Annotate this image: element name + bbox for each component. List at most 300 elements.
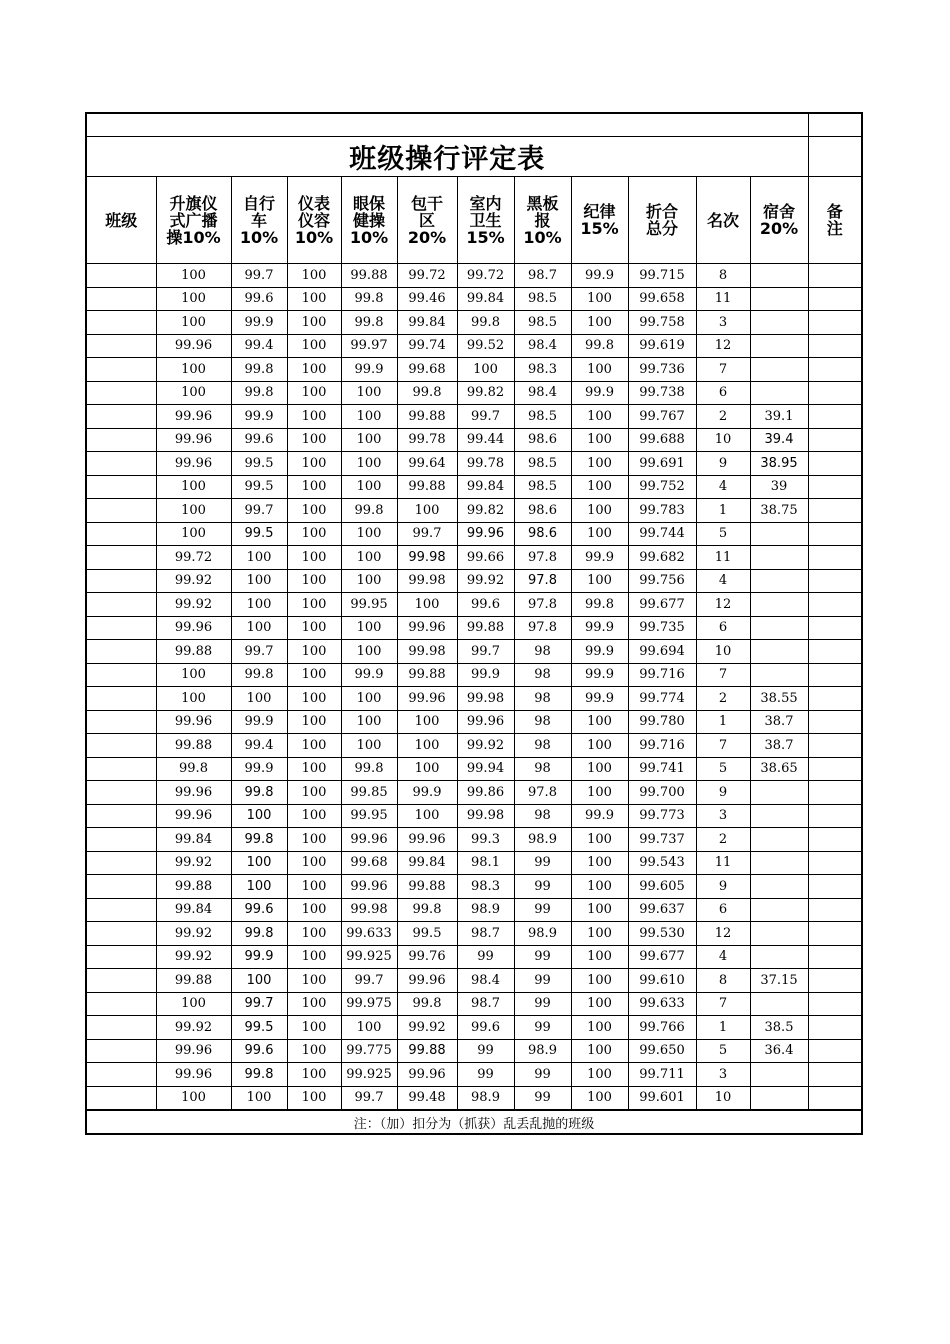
table-cell: 98 (514, 710, 571, 734)
table-cell (86, 992, 156, 1016)
table-cell (750, 663, 808, 687)
table-cell: 100 (397, 757, 457, 781)
table-cell: 99.88 (397, 875, 457, 899)
column-header-line: 10% (294, 227, 334, 247)
table-cell: 98.5 (514, 452, 571, 476)
table-row (86, 687, 862, 711)
table-cell (808, 663, 862, 687)
table-cell: 100 (571, 734, 628, 758)
table-cell: 11 (696, 851, 750, 875)
table-cell: 99.633 (628, 992, 696, 1016)
column-header-line: 操10% (166, 227, 221, 247)
table-cell (86, 1086, 156, 1110)
table-cell: 99.758 (628, 311, 696, 335)
table-cell: 99.88 (457, 616, 514, 640)
column-header-row (86, 177, 862, 264)
table-cell: 99.72 (397, 264, 457, 288)
table-cell: 9 (696, 875, 750, 899)
table-cell: 99.4 (231, 734, 287, 758)
table-cell (86, 640, 156, 664)
table-cell: 99.8 (341, 287, 397, 311)
table-cell: 99.9 (341, 663, 397, 687)
table-cell: 100 (231, 804, 287, 828)
column-header-line: 报 (534, 210, 551, 230)
table-cell: 100 (341, 734, 397, 758)
table-cell: 100 (287, 969, 341, 993)
table-cell (86, 593, 156, 617)
table-cell: 99.925 (341, 945, 397, 969)
table-cell: 99.6 (231, 898, 287, 922)
table-cell: 5 (696, 1039, 750, 1063)
table-row (86, 969, 862, 993)
table-cell: 100 (231, 875, 287, 899)
table-cell: 100 (571, 828, 628, 852)
table-cell (86, 311, 156, 335)
table-cell: 98 (514, 734, 571, 758)
table-cell (750, 264, 808, 288)
table-row (86, 522, 862, 546)
table-cell (750, 522, 808, 546)
table-cell: 99 (514, 851, 571, 875)
table-cell: 99.8 (457, 311, 514, 335)
table-cell: 100 (287, 640, 341, 664)
table-cell: 100 (231, 616, 287, 640)
conduct-evaluation-table (85, 112, 863, 1135)
table-cell: 100 (287, 264, 341, 288)
table-row (86, 475, 862, 499)
table-cell: 99.96 (156, 616, 231, 640)
table-cell: 4 (696, 475, 750, 499)
table-cell: 99.9 (231, 945, 287, 969)
table-cell: 100 (231, 546, 287, 570)
table-cell: 99.98 (341, 898, 397, 922)
table-cell: 98.4 (514, 334, 571, 358)
table-cell: 99.96 (341, 828, 397, 852)
table-cell (86, 922, 156, 946)
table-cell: 100 (231, 969, 287, 993)
table-cell: 99 (514, 945, 571, 969)
table-cell: 99.694 (628, 640, 696, 664)
column-header-line: 区 (418, 210, 435, 230)
table-cell: 99.7 (231, 264, 287, 288)
table-cell: 99.82 (457, 499, 514, 523)
table-cell: 99.76 (397, 945, 457, 969)
table-cell: 99.96 (156, 428, 231, 452)
table-cell: 99.98 (397, 569, 457, 593)
table-note: 注：（加）扣分为（抓获）乱丢乱抛的班级 (86, 1110, 862, 1134)
table-title: 班级操行评定表 (86, 137, 808, 177)
table-row (86, 405, 862, 429)
table-cell: 100 (571, 287, 628, 311)
table-cell: 100 (287, 945, 341, 969)
table-cell: 99.78 (397, 428, 457, 452)
table-row (86, 1086, 862, 1110)
table-cell: 100 (287, 428, 341, 452)
table-row (86, 875, 862, 899)
table-cell (86, 522, 156, 546)
table-cell (808, 1039, 862, 1063)
table-cell: 100 (571, 922, 628, 946)
table-cell: 100 (287, 475, 341, 499)
column-header-line: 宿舍 (762, 202, 795, 221)
table-cell: 1 (696, 710, 750, 734)
table-cell (808, 264, 862, 288)
table-cell: 100 (571, 992, 628, 1016)
table-cell (808, 969, 862, 993)
table-cell: 99.780 (628, 710, 696, 734)
table-cell: 100 (571, 1063, 628, 1087)
table-row (86, 381, 862, 405)
table-cell: 99.9 (571, 804, 628, 828)
table-cell: 99.96 (397, 687, 457, 711)
table-cell (808, 287, 862, 311)
table-cell: 99 (514, 898, 571, 922)
column-header-line: 升旗仪 (169, 193, 218, 213)
table-cell: 100 (571, 757, 628, 781)
table-cell: 99.783 (628, 499, 696, 523)
table-cell: 98.5 (514, 475, 571, 499)
table-cell (808, 1086, 862, 1110)
table-cell: 98.7 (514, 264, 571, 288)
table-cell: 38.5 (750, 1016, 808, 1040)
table-cell: 100 (287, 499, 341, 523)
table-cell: 10 (696, 640, 750, 664)
table-cell: 100 (287, 1086, 341, 1110)
table-cell (808, 522, 862, 546)
table-cell: 97.8 (514, 616, 571, 640)
table-cell (750, 1086, 808, 1110)
title-row (86, 137, 862, 177)
table-cell: 99.96 (397, 828, 457, 852)
table-cell: 98.9 (457, 898, 514, 922)
table-cell (86, 898, 156, 922)
table-cell: 100 (341, 616, 397, 640)
table-cell (750, 546, 808, 570)
table-cell: 100 (571, 1086, 628, 1110)
table-cell: 38.7 (750, 710, 808, 734)
table-cell (750, 992, 808, 1016)
table-cell: 2 (696, 687, 750, 711)
table-cell: 99.700 (628, 781, 696, 805)
table-cell (86, 381, 156, 405)
table-cell (86, 546, 156, 570)
table-cell: 99 (514, 875, 571, 899)
table-cell: 100 (287, 828, 341, 852)
table-cell (86, 687, 156, 711)
table-cell (86, 734, 156, 758)
table-cell (808, 710, 862, 734)
table-cell (750, 781, 808, 805)
table-cell: 99.7 (231, 640, 287, 664)
table-cell (808, 992, 862, 1016)
table-cell (808, 922, 862, 946)
table-cell: 100 (571, 710, 628, 734)
table-cell: 99.86 (457, 781, 514, 805)
table-cell: 99.68 (341, 851, 397, 875)
table-cell: 99.84 (457, 475, 514, 499)
blank-cell (86, 113, 808, 137)
column-header (571, 177, 628, 264)
table-cell: 100 (341, 381, 397, 405)
table-cell: 99.7 (457, 405, 514, 429)
column-header-line: 纪律 (583, 202, 616, 221)
table-cell: 100 (287, 569, 341, 593)
table-cell (808, 828, 862, 852)
table-row (86, 311, 862, 335)
table-cell: 38.65 (750, 757, 808, 781)
table-cell: 100 (571, 969, 628, 993)
table-cell: 11 (696, 546, 750, 570)
table-cell: 7 (696, 358, 750, 382)
column-header (696, 177, 750, 264)
table-cell: 99.756 (628, 569, 696, 593)
table-cell: 100 (397, 710, 457, 734)
table-cell: 100 (571, 475, 628, 499)
table-row (86, 781, 862, 805)
table-cell: 38.75 (750, 499, 808, 523)
table-cell: 99.691 (628, 452, 696, 476)
table-cell: 100 (287, 710, 341, 734)
table-cell: 99.7 (341, 1086, 397, 1110)
column-header (457, 177, 514, 264)
table-cell: 98.7 (457, 922, 514, 946)
table-cell: 99.96 (457, 522, 514, 546)
table-cell: 100 (341, 640, 397, 664)
table-cell (808, 358, 862, 382)
table-cell (86, 851, 156, 875)
table-cell: 100 (287, 1039, 341, 1063)
table-cell: 99.68 (397, 358, 457, 382)
table-cell: 100 (287, 546, 341, 570)
table-cell: 98.5 (514, 287, 571, 311)
table-cell: 99.9 (571, 663, 628, 687)
table-cell: 99.96 (457, 710, 514, 734)
table-cell (86, 828, 156, 852)
table-cell: 99.6 (231, 287, 287, 311)
table-cell: 99.74 (397, 334, 457, 358)
table-cell: 100 (287, 687, 341, 711)
table-cell: 99.650 (628, 1039, 696, 1063)
table-cell: 99.8 (341, 757, 397, 781)
table-row (86, 734, 862, 758)
table-cell: 99.92 (156, 593, 231, 617)
table-cell: 99.98 (397, 640, 457, 664)
table-cell (750, 922, 808, 946)
table-cell: 100 (571, 851, 628, 875)
table-cell (808, 757, 862, 781)
table-cell: 99.9 (231, 710, 287, 734)
table-cell: 98 (514, 757, 571, 781)
table-cell: 99.774 (628, 687, 696, 711)
table-cell: 100 (341, 1016, 397, 1040)
column-header (808, 177, 862, 264)
column-header (628, 177, 696, 264)
table-cell (86, 616, 156, 640)
table-cell: 99 (514, 969, 571, 993)
table-cell (86, 663, 156, 687)
column-header-line: 名次 (706, 210, 739, 230)
table-cell: 98.9 (514, 1039, 571, 1063)
table-cell: 36.4 (750, 1039, 808, 1063)
table-cell: 4 (696, 569, 750, 593)
table-cell: 99.5 (231, 475, 287, 499)
table-cell (750, 334, 808, 358)
table-row (86, 616, 862, 640)
table-cell: 99.9 (571, 640, 628, 664)
table-cell: 99.925 (341, 1063, 397, 1087)
table-cell: 100 (571, 499, 628, 523)
column-header-line: 卫生 (469, 210, 502, 230)
table-cell: 3 (696, 311, 750, 335)
table-cell: 99.7 (397, 522, 457, 546)
table-cell: 98.4 (514, 381, 571, 405)
table-cell: 99.88 (397, 405, 457, 429)
table-cell: 99.44 (457, 428, 514, 452)
table-cell (808, 687, 862, 711)
column-header-line: 注 (826, 219, 843, 238)
table-cell: 10 (696, 1086, 750, 1110)
table-cell: 99.8 (231, 358, 287, 382)
column-header-line: 班级 (105, 210, 138, 230)
table-cell (808, 381, 862, 405)
table-cell (750, 311, 808, 335)
table-cell: 98.1 (457, 851, 514, 875)
table-cell: 100 (571, 405, 628, 429)
table-cell: 100 (287, 781, 341, 805)
table-cell: 99.766 (628, 1016, 696, 1040)
table-cell: 99.96 (156, 710, 231, 734)
column-header (341, 177, 397, 264)
table-cell: 7 (696, 992, 750, 1016)
table-cell: 99 (514, 1086, 571, 1110)
table-cell: 99.95 (341, 593, 397, 617)
table-cell: 99.84 (457, 287, 514, 311)
table-cell: 99.677 (628, 593, 696, 617)
table-cell: 99.96 (156, 781, 231, 805)
column-header-line: 式广播 (169, 210, 218, 230)
table-row (86, 640, 862, 664)
column-header-line: 健操 (352, 210, 385, 230)
table-cell: 100 (156, 264, 231, 288)
table-cell: 100 (287, 875, 341, 899)
table-cell: 99.688 (628, 428, 696, 452)
table-cell: 100 (287, 922, 341, 946)
table-cell: 100 (341, 452, 397, 476)
table-cell (808, 334, 862, 358)
blank-cell (808, 113, 862, 137)
table-cell: 99.4 (231, 334, 287, 358)
table-cell: 99 (457, 1063, 514, 1087)
table-cell (86, 358, 156, 382)
table-row (86, 287, 862, 311)
table-cell: 99.98 (457, 687, 514, 711)
table-cell: 99 (514, 1016, 571, 1040)
table-cell: 98 (514, 640, 571, 664)
table-cell: 12 (696, 593, 750, 617)
table-cell: 100 (156, 499, 231, 523)
table-cell: 5 (696, 757, 750, 781)
table-cell: 99.52 (457, 334, 514, 358)
column-header (750, 177, 808, 264)
table-cell: 99.8 (231, 381, 287, 405)
table-cell: 98.6 (514, 428, 571, 452)
table-cell: 99.735 (628, 616, 696, 640)
table-cell: 99.94 (457, 757, 514, 781)
table-cell: 100 (287, 992, 341, 1016)
table-row (86, 1063, 862, 1087)
table-cell: 99.711 (628, 1063, 696, 1087)
table-cell: 99.88 (397, 1039, 457, 1063)
table-cell: 99.72 (457, 264, 514, 288)
table-cell: 99.8 (397, 898, 457, 922)
table-cell: 1 (696, 1016, 750, 1040)
table-cell (86, 781, 156, 805)
table-cell: 100 (156, 992, 231, 1016)
table-cell (86, 1063, 156, 1087)
table-cell: 99.543 (628, 851, 696, 875)
table-cell: 99.96 (156, 452, 231, 476)
table-cell: 98.9 (514, 922, 571, 946)
table-cell: 6 (696, 898, 750, 922)
column-header-line: 20% (407, 227, 447, 247)
table-cell: 100 (287, 851, 341, 875)
table-cell: 99.84 (397, 311, 457, 335)
table-cell: 100 (287, 734, 341, 758)
table-cell: 100 (287, 405, 341, 429)
table-cell: 100 (231, 687, 287, 711)
table-cell: 99.9 (231, 757, 287, 781)
table-cell: 99.775 (341, 1039, 397, 1063)
table-cell (808, 875, 862, 899)
table-cell (808, 945, 862, 969)
table-cell (86, 757, 156, 781)
table-cell: 99.96 (156, 1039, 231, 1063)
table-row (86, 922, 862, 946)
table-cell (750, 287, 808, 311)
table-cell: 7 (696, 663, 750, 687)
table-cell: 99.9 (457, 663, 514, 687)
table-cell: 99.9 (571, 381, 628, 405)
table-row (86, 1016, 862, 1040)
table-cell (86, 945, 156, 969)
table-cell: 100 (287, 1063, 341, 1087)
table-cell (750, 569, 808, 593)
table-cell: 99.96 (397, 616, 457, 640)
table-cell: 100 (156, 1086, 231, 1110)
column-header-line: 15% (466, 227, 505, 247)
table-cell (808, 616, 862, 640)
table-cell: 98 (514, 804, 571, 828)
table-cell: 99.88 (156, 734, 231, 758)
table-row (86, 499, 862, 523)
table-cell (808, 1016, 862, 1040)
table-cell: 99.633 (341, 922, 397, 946)
table-cell: 38.7 (750, 734, 808, 758)
table-cell: 99.92 (156, 569, 231, 593)
table-cell (750, 898, 808, 922)
table-cell: 99.46 (397, 287, 457, 311)
column-header-line: 室内 (469, 193, 502, 213)
table-cell (750, 358, 808, 382)
table-cell: 8 (696, 969, 750, 993)
table-row (86, 757, 862, 781)
table-cell: 100 (571, 875, 628, 899)
table-cell (86, 475, 156, 499)
table-cell (808, 428, 862, 452)
table-cell: 98 (514, 687, 571, 711)
table-cell: 99.8 (231, 922, 287, 946)
table-cell: 97.8 (514, 781, 571, 805)
